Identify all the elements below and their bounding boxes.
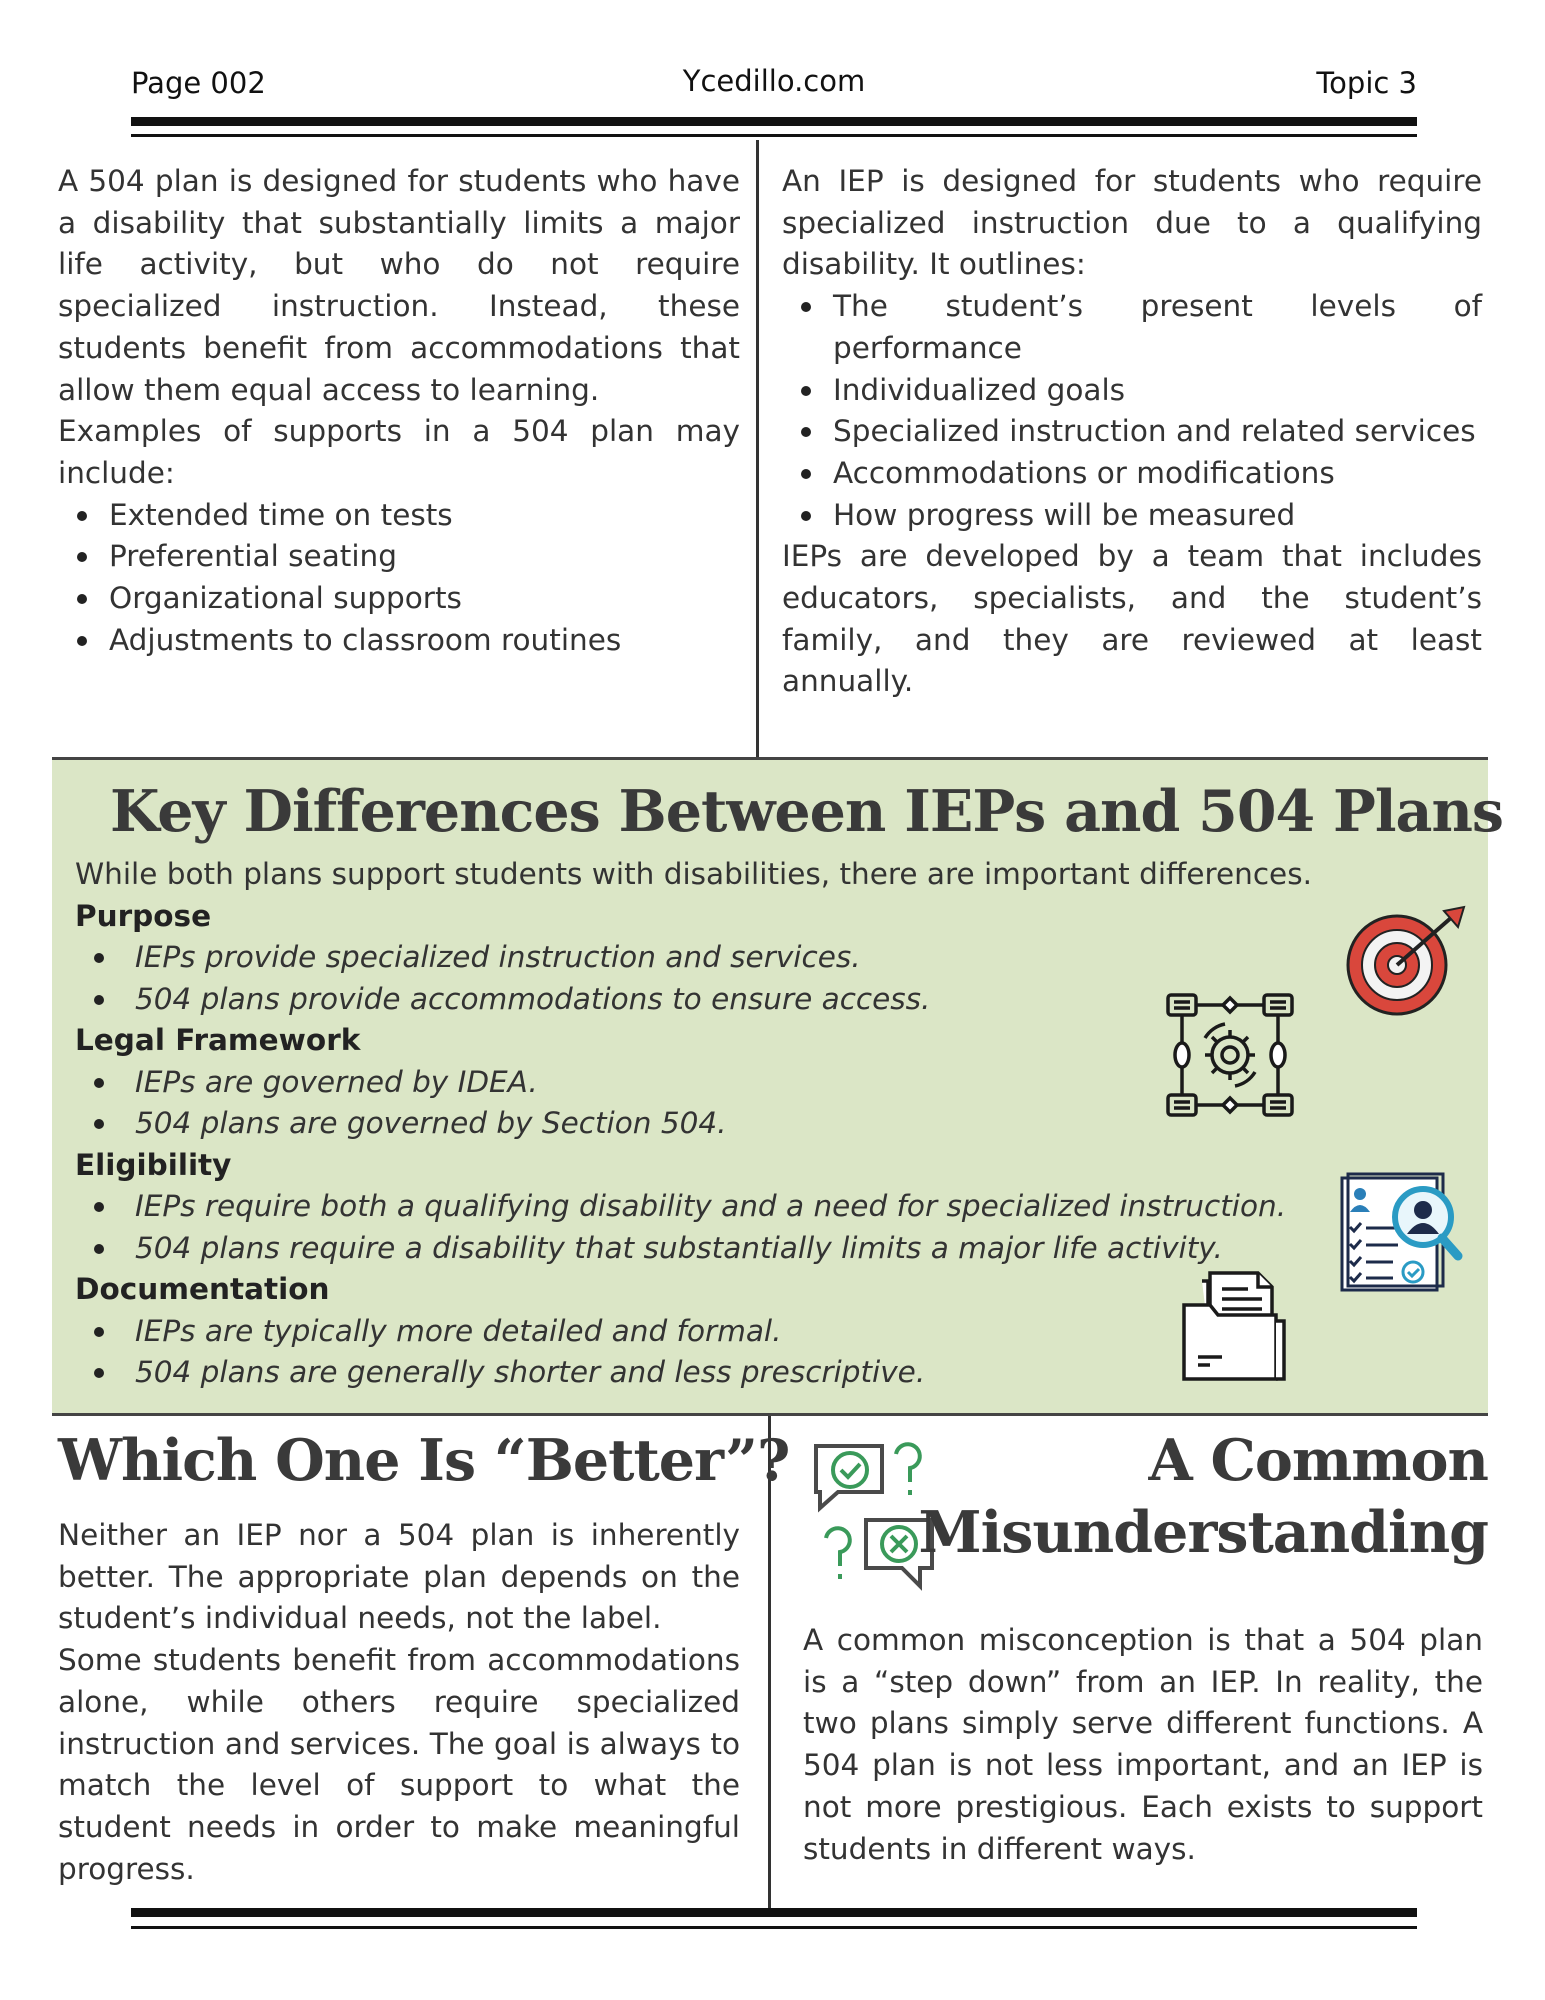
list-item: Extended time on tests [58,495,740,537]
header-rule-thick [131,117,1417,126]
iep-column [782,161,1482,703]
misunderstanding-body: A common misconception is that a 504 plan is a “step down” from an IEP. In reality, the two plans simply serve different functions. A 504 plan is not less important, and an IEP is not more prestigious. Each exists to support students in different ways. [803,1623,1483,1866]
section-heading-purpose: Purpose [75,898,212,933]
plan504-examples-intro: Examples of supports in a 504 plan may include: [58,414,740,490]
top-column-divider [756,140,759,757]
misunderstanding-column [803,1620,1483,1870]
section-heading-legal: Legal Framework [75,1023,361,1057]
site-name: Ycedillo.com [682,64,866,98]
header-rule-thin [131,134,1417,137]
plan504-intro: A 504 plan is designed for students who have a disability that substantially limits a major life activity, but who do not require specialized instruction. Instead, these students benefit from accommodations that allow them equal access to learning. [58,164,740,407]
list-item: How progress will be measured [782,495,1482,537]
list-item: Specialized instruction and related services [782,411,1482,453]
differences-intro: While both plans support students with disabilities, there are important differences. [75,857,1312,891]
topic-label: Topic 3 [1316,66,1417,100]
section-heading-eligibility: Eligibility [75,1147,232,1182]
document-folder-icon [1178,1265,1293,1385]
list-item: Organizational supports [58,578,740,620]
list-item: Preferential seating [58,536,740,578]
footer-rule-thick [131,1908,1417,1917]
iep-team: IEPs are developed by a team that includes educators, specialists, and the student’s family, and they are reviewed at least annually. [782,539,1482,699]
framework-gear-icon [1165,990,1295,1120]
page-number: Page 002 [131,66,266,100]
list-item: IEPs are governed by IDEA. [75,1062,1435,1104]
list-item: 504 plans require a disability that substantially limits a major life activity. [75,1228,1435,1270]
iep-items-list [782,286,1482,536]
plan504-column [58,161,740,661]
misunderstanding-title-line2: Misunderstanding [918,1499,1488,1566]
section-heading-documentation: Documentation [75,1272,330,1306]
list-item: IEPs require both a qualifying disability and a need for specialized instruction. [75,1186,1435,1228]
list-item: Adjustments to classroom routines [58,620,740,662]
list-item: 504 plans are generally shorter and less prescriptive. [75,1352,1435,1394]
misunderstanding-title [919,1425,1488,1569]
better-paragraph-1: Neither an IEP nor a 504 plan is inherently better. The appropriate plan depends on the student’s individual needs, not the label. [58,1518,740,1636]
eligibility-list [75,1186,1435,1269]
footer-rule-thin [131,1926,1417,1929]
list-item: 504 plans provide accommodations to ensure access. [75,979,1435,1021]
iep-intro: An IEP is designed for students who require specialized instruction due to a qualifying disability. It outlines: [782,164,1482,282]
list-item: Accommodations or modifications [782,453,1482,495]
page-header [131,60,1417,110]
plan504-examples-list [58,495,740,662]
list-item: IEPs provide specialized instruction and services. [75,937,1435,979]
differences-title: Key Differences Between IEPs and 504 Plans [110,778,1503,845]
better-paragraph-2: Some students benefit from accommodations alone, while others require specialized instruction and services. The goal is always to match the level of support to what the student needs in order to make meaningful progress. [58,1643,740,1886]
list-item: 504 plans are governed by Section 504. [75,1103,1435,1145]
misunderstanding-title-line1: A Common [1148,1427,1488,1494]
better-column [58,1515,740,1890]
better-title: Which One Is “Better”? [58,1427,790,1494]
list-item: The student’s present levels of performance [782,286,1482,369]
list-item: IEPs are typically more detailed and formal. [75,1311,1435,1353]
list-item: Individualized goals [782,370,1482,412]
profile-search-icon [1338,1172,1463,1297]
target-icon [1340,905,1470,1020]
